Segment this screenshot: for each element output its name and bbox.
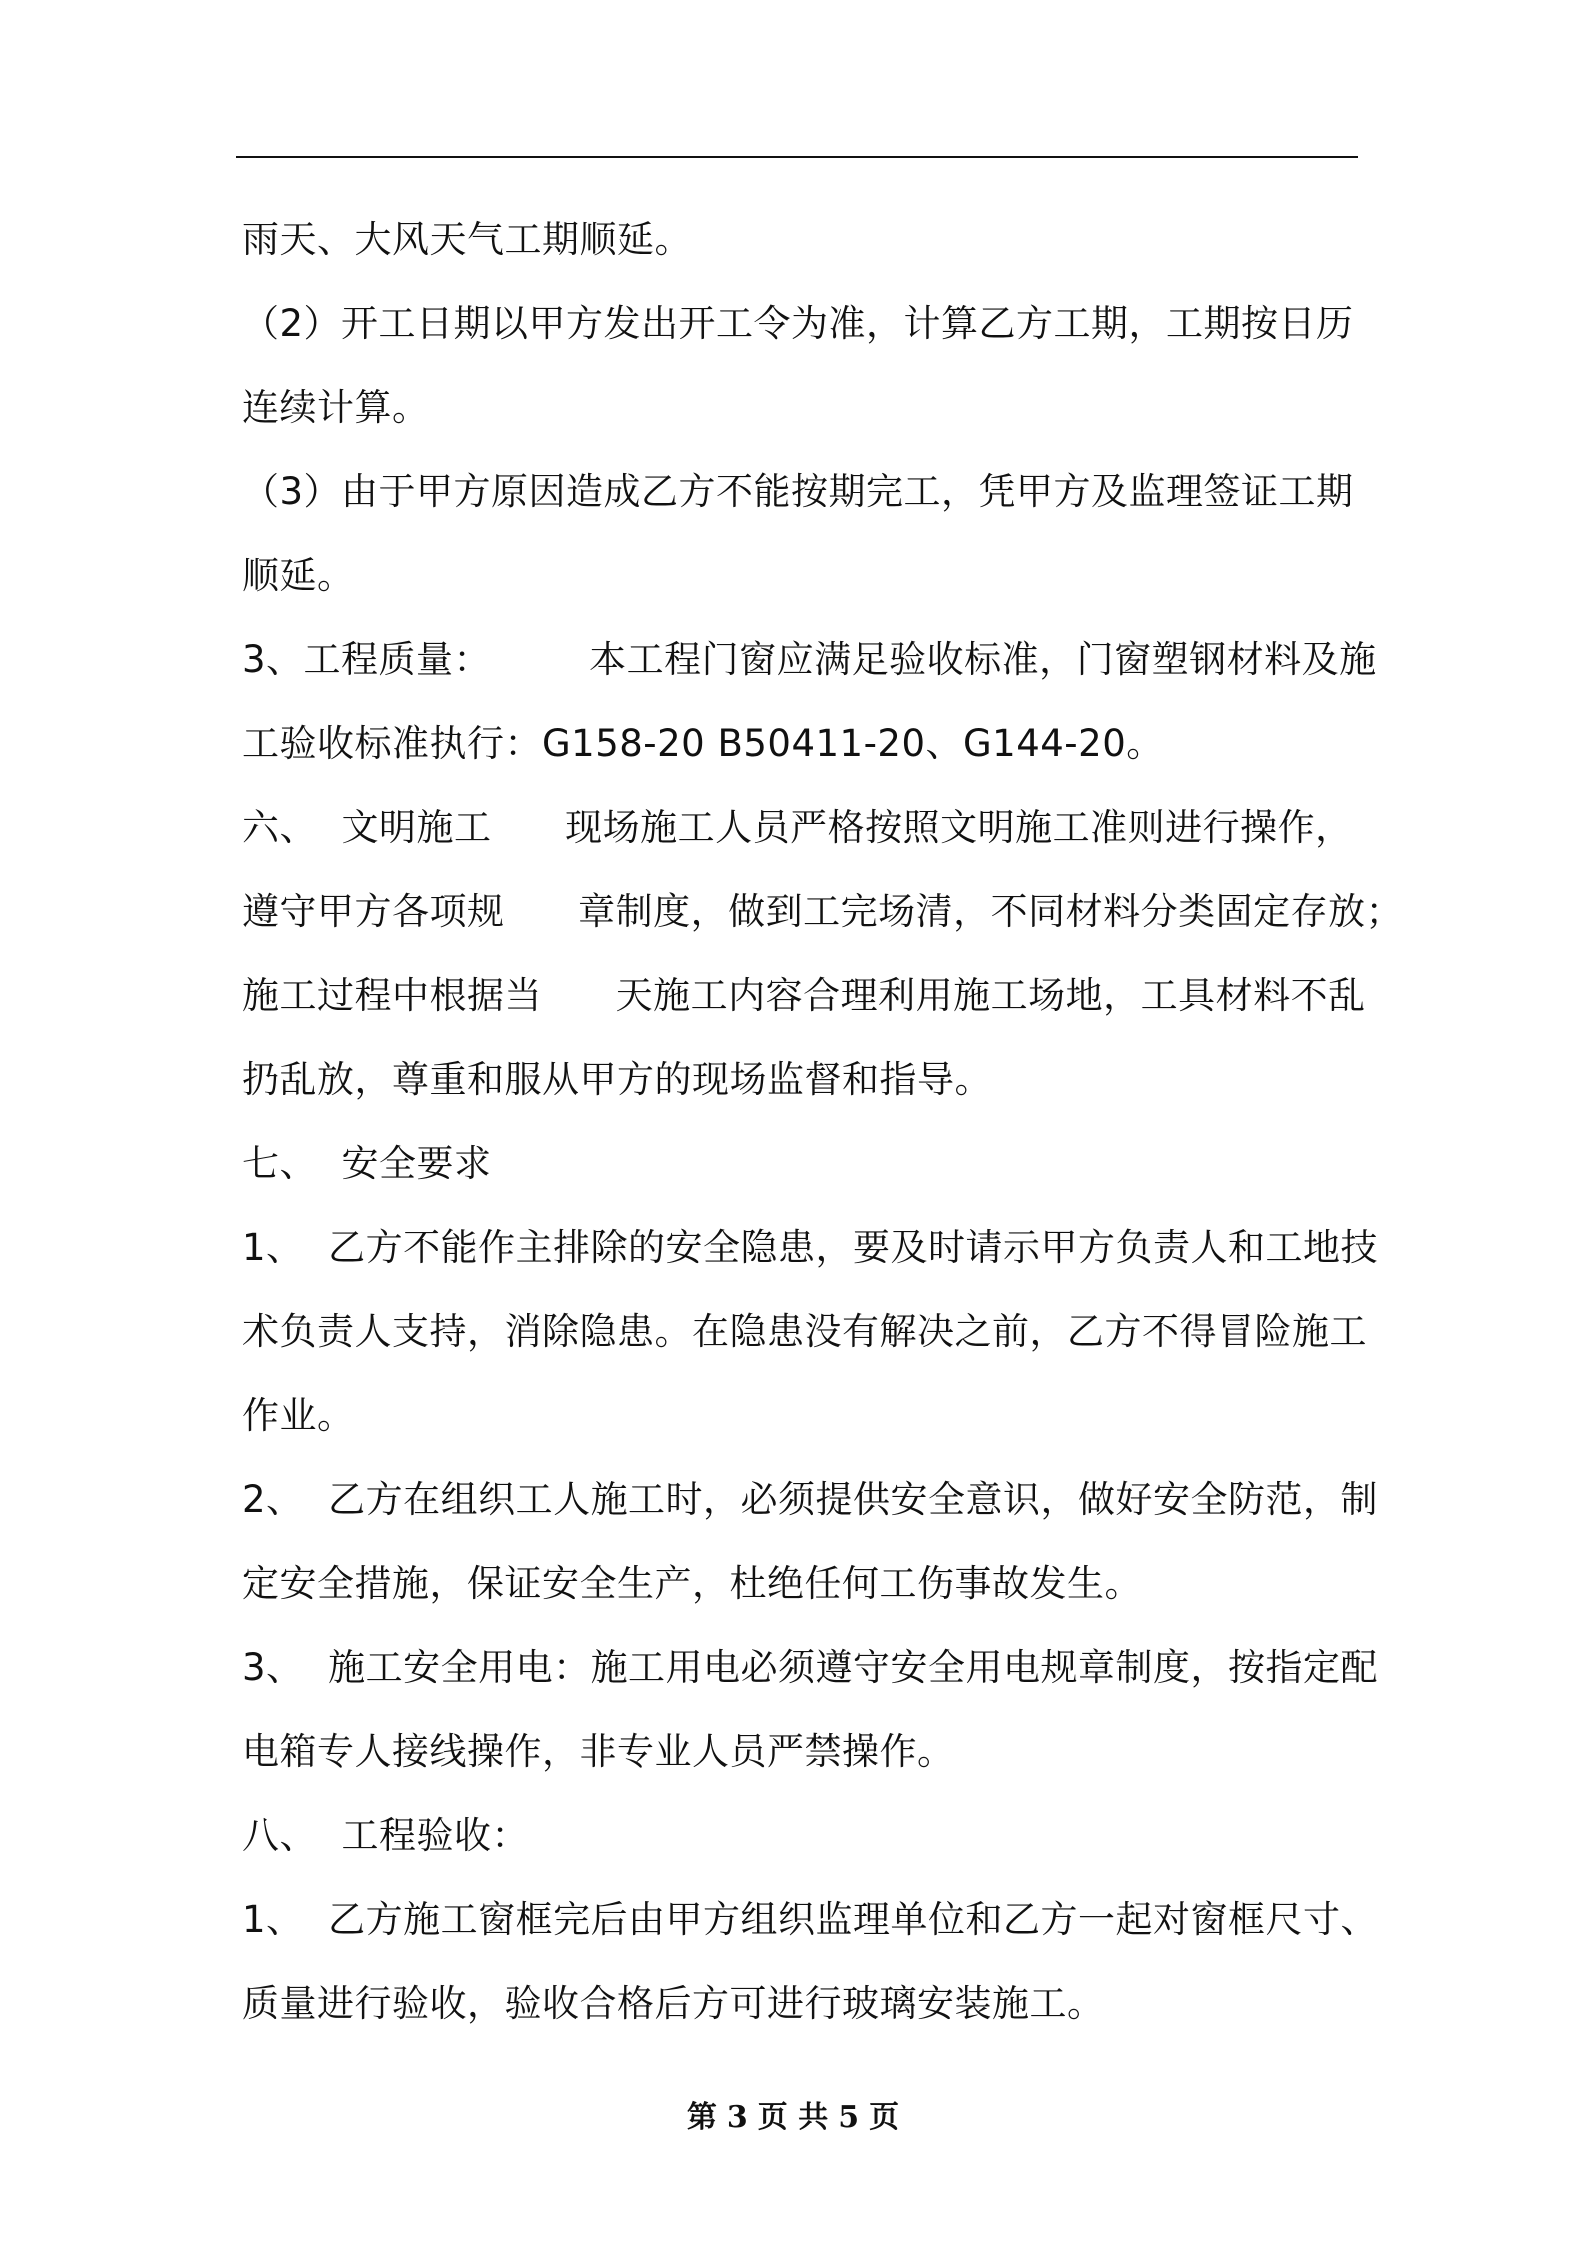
text-line: 连续计算。 bbox=[242, 386, 430, 429]
header-rule bbox=[236, 156, 1358, 158]
text-line: 1、 乙方施工窗框完后由甲方组织监理单位和乙方一起对窗框尺寸、 bbox=[242, 1898, 1379, 1941]
text-line: 工验收标准执行：G158-20 B50411-20、G144-20。 bbox=[242, 722, 1164, 765]
text-line: 扔乱放，尊重和服从甲方的现场监督和指导。 bbox=[242, 1058, 992, 1101]
text-line: 顺延。 bbox=[242, 554, 355, 597]
text-line: 六、 文明施工 现场施工人员严格按照文明施工准则进行操作， bbox=[242, 806, 1353, 849]
text-line: 遵守甲方各项规 章制度，做到工完场清，不同材料分类固定存放； bbox=[242, 890, 1404, 933]
text-line: 电箱专人接线操作，非专业人员严禁操作。 bbox=[242, 1730, 955, 1773]
footer-current-page: 3 bbox=[726, 2100, 748, 2135]
page-footer bbox=[0, 2098, 1586, 2138]
footer-total-pages: 5 bbox=[838, 2100, 860, 2135]
text-line: 3、 施工安全用电：施工用电必须遵守安全用电规章制度，按指定配 bbox=[242, 1646, 1379, 1689]
text-line: 术负责人支持，消除隐患。在隐患没有解决之前，乙方不得冒险施工 bbox=[242, 1310, 1367, 1353]
document-body bbox=[242, 198, 1404, 2046]
footer-prefix: 第 bbox=[686, 2100, 717, 2135]
text-line: （2）开工日期以甲方发出开工令为准，计算乙方工期，工期按日历 bbox=[242, 302, 1354, 345]
text-line: 七、 安全要求 bbox=[242, 1142, 492, 1185]
text-line: 定安全措施，保证安全生产，杜绝任何工伤事故发生。 bbox=[242, 1562, 1142, 1605]
text-line: （3）由于甲方原因造成乙方不能按期完工，凭甲方及监理签证工期 bbox=[242, 470, 1354, 513]
footer-suffix: 页 bbox=[869, 2100, 900, 2135]
text-line: 作业。 bbox=[242, 1394, 355, 1437]
text-line: 施工过程中根据当 天施工内容合理利用施工场地，工具材料不乱 bbox=[242, 974, 1366, 1017]
text-line: 雨天、大风天气工期顺延。 bbox=[242, 218, 692, 261]
text-line: 质量进行验收，验收合格后方可进行玻璃安装施工。 bbox=[242, 1982, 1105, 2025]
text-line: 3、工程质量： 本工程门窗应满足验收标准，门窗塑钢材料及施 bbox=[242, 638, 1377, 681]
footer-middle: 页 共 bbox=[757, 2100, 829, 2135]
text-line: 八、 工程验收： bbox=[242, 1814, 530, 1857]
text-line: 2、 乙方在组织工人施工时，必须提供安全意识，做好安全防范，制 bbox=[242, 1478, 1379, 1521]
text-line: 1、 乙方不能作主排除的安全隐患，要及时请示甲方负责人和工地技 bbox=[242, 1226, 1379, 1269]
